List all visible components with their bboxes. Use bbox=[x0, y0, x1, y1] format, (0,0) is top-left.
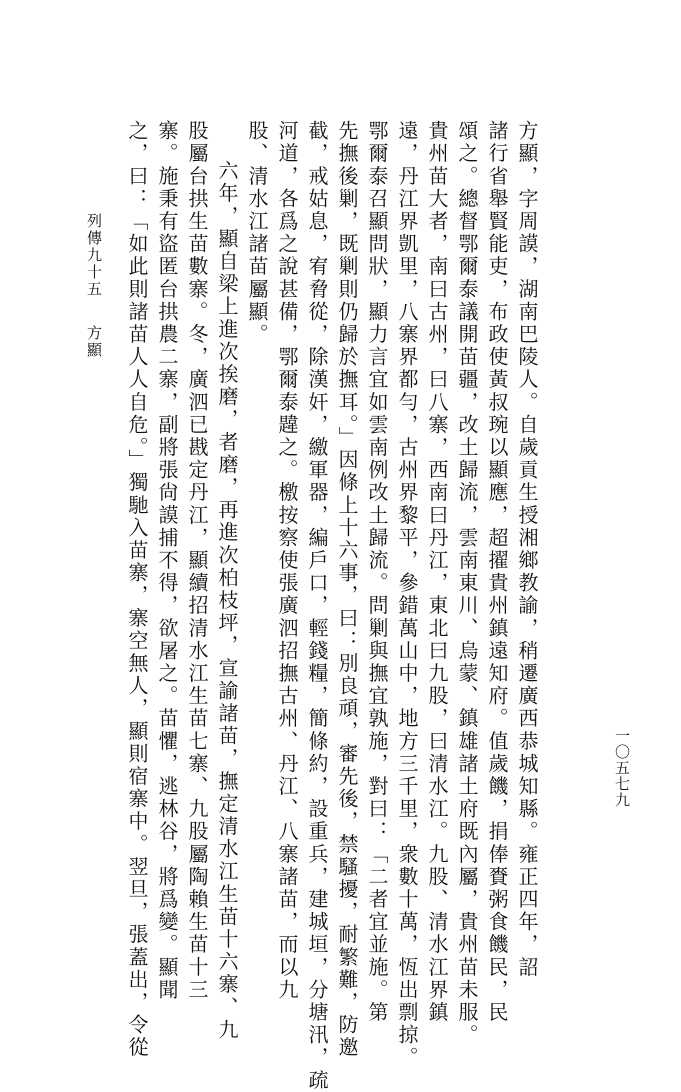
running-header-name: 方顯 bbox=[85, 325, 103, 359]
text-column-14: 之，曰：「如此則諸苗人人自危。」獨馳入苗寨，寨空無人，顯則宿寨中。翌旦，張蓋出，令從 bbox=[125, 120, 149, 1060]
text-column-7: 先撫後剿，既剿則仍歸於撫耳。」因條上十六事，曰：別良頑，審先後，禁騷擾，耐繁難，防邀 bbox=[335, 120, 359, 1060]
text-column-4: 貴州苗大者，南曰古州，曰八寨，西南曰丹江，東北曰九股，曰清水江。九股、清水江界鎮 bbox=[425, 120, 449, 1024]
page-number: 一〇五七九 bbox=[613, 728, 631, 808]
text-column-10: 股、清水江諸苗屬顯。 bbox=[245, 120, 269, 346]
text-column-8: 截，戒姑息，宥脅從，除漢奸，繳軍器，編戶口，輕錢糧，簡條約，設重兵，建城垣，分塘汛，疏 bbox=[305, 120, 329, 1092]
text-column-13: 寨。施秉有盜匿台拱農二寨，副將張尙謨捕不得，欲屠之。苗懼，逃林谷，將爲變。顯聞 bbox=[155, 120, 179, 1002]
text-column-6: 鄂爾泰召顯問狀，顯力言宜如雲南例改土歸流。問剿與撫宜孰施，對曰：「二者宜並施。第 bbox=[365, 120, 389, 1024]
running-header-chapter: 列傳九十五 bbox=[85, 213, 103, 298]
text-column-12: 股屬台拱生苗數寨。冬，廣泗已戡定丹江，顯續招清水江生苗七寨、九股屬陶賴生苗十三 bbox=[185, 120, 209, 1002]
text-column-2: 諸行省舉賢能吏，布政使黃叔琬以顯應，超擢貴州鎮遠知府。值歲饑，捐俸賚粥食饑民，民 bbox=[485, 120, 509, 1024]
text-column-11: 六年，顯自梁上進次挨磨，者磨，再進次柏枝坪，宣諭諸苗，撫定清水江生苗十六寨、九 bbox=[215, 160, 239, 1042]
text-column-9: 河道，各爲之說甚備，鄂爾泰韙之。檄按察使張廣泗招撫古州、丹江、八寨諸苗，而以九 bbox=[275, 120, 299, 1002]
text-column-1: 方顯，字周謨，湖南巴陵人。自歲貢生授湘鄉教諭，稍遷廣西恭城知縣。雍正四年，詔 bbox=[515, 120, 539, 979]
text-column-5: 遠，丹江界凱里，八寨界都勻，古州界黎平，參錯萬山中，地方三千里，衆數十萬，恆出剽掠。 bbox=[395, 120, 419, 1070]
text-column-3: 頌之。總督鄂爾泰議開苗疆，改土歸流，雲南東川、烏蒙、鎮雄諸土府既內屬，貴州苗未服。 bbox=[455, 120, 479, 1047]
